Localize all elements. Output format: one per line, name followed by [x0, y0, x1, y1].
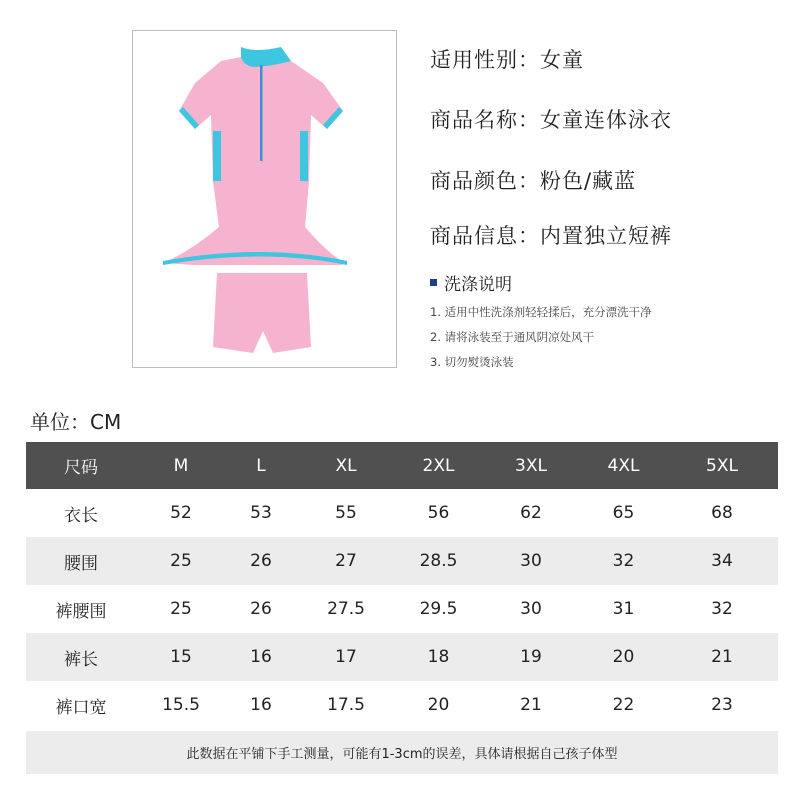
table-cell: 21 [481, 681, 581, 730]
product-photo-frame [132, 30, 397, 368]
table-cell: 68 [666, 489, 778, 537]
info-row-gender [430, 44, 584, 74]
table-cell: 15.5 [136, 681, 226, 730]
info-value: 女童 [540, 48, 584, 72]
table-cell: 20 [581, 633, 666, 681]
table-cell: 27 [296, 537, 396, 585]
wash-item: 2. 请将泳装至于通风阴凉处风干 [430, 330, 595, 344]
wash-instructions [430, 270, 652, 370]
wash-item: 3. 切勿熨烫泳装 [430, 355, 514, 369]
table-cell: 65 [581, 489, 666, 537]
table-cell: 21 [666, 633, 778, 681]
table-cell: 17 [296, 633, 396, 681]
table-row [26, 633, 778, 681]
row-label: 裤腰围 [26, 585, 136, 633]
header-cell: L [226, 442, 296, 489]
row-label: 裤长 [26, 633, 136, 681]
table-cell: 26 [226, 585, 296, 633]
wash-title-text: 洗涤说明 [444, 275, 512, 295]
table-cell: 53 [226, 489, 296, 537]
left-side-panel [213, 131, 221, 181]
table-row [26, 489, 778, 537]
table-cell: 22 [581, 681, 666, 730]
table-cell: 62 [481, 489, 581, 537]
table-cell: 16 [226, 633, 296, 681]
table-cell: 32 [581, 537, 666, 585]
header-cell: XL [296, 442, 396, 489]
table-cell: 55 [296, 489, 396, 537]
measurement-note: 此数据在平铺下手工测量，可能有1-3cm的误差，具体请根据自己孩子体型 [26, 730, 778, 774]
swimsuit-dress [163, 57, 347, 265]
info-value: 粉色/藏蓝 [540, 169, 637, 193]
row-label: 衣长 [26, 489, 136, 537]
table-cell: 31 [581, 585, 666, 633]
swimsuit-shorts [213, 273, 311, 353]
table-cell: 16 [226, 681, 296, 730]
table-cell: 30 [481, 537, 581, 585]
table-cell: 34 [666, 537, 778, 585]
table-cell: 27.5 [296, 585, 396, 633]
header-cell: 5XL [666, 442, 778, 489]
row-label: 裤口宽 [26, 681, 136, 730]
table-row [26, 537, 778, 585]
table-cell: 28.5 [396, 537, 481, 585]
table-cell: 23 [666, 681, 778, 730]
info-label: 适用性别： [430, 48, 540, 72]
info-label: 商品颜色： [430, 169, 540, 193]
table-cell: 32 [666, 585, 778, 633]
wash-title [430, 270, 652, 295]
table-cell: 26 [226, 537, 296, 585]
wash-item: 1. 适用中性洗涤剂轻轻揉后，充分漂洗干净 [430, 305, 652, 319]
bullet-square-icon [430, 279, 437, 286]
table-note-row [26, 730, 778, 774]
header-cell: M [136, 442, 226, 489]
row-label: 腰围 [26, 537, 136, 585]
wash-list [430, 304, 652, 370]
table-cell: 30 [481, 585, 581, 633]
table-cell: 25 [136, 537, 226, 585]
zipper [260, 65, 263, 161]
table-cell: 29.5 [396, 585, 481, 633]
info-row-color [430, 165, 636, 195]
right-side-panel [300, 131, 308, 181]
table-cell: 25 [136, 585, 226, 633]
table-cell: 19 [481, 633, 581, 681]
header-cell: 尺码 [26, 442, 136, 489]
header-cell: 2XL [396, 442, 481, 489]
table-cell: 15 [136, 633, 226, 681]
table-cell: 56 [396, 489, 481, 537]
header-cell: 3XL [481, 442, 581, 489]
size-chart-table [26, 442, 778, 774]
table-cell: 20 [396, 681, 481, 730]
header-cell: 4XL [581, 442, 666, 489]
table-cell: 52 [136, 489, 226, 537]
info-row-name [430, 104, 672, 134]
info-label: 商品信息： [430, 224, 540, 248]
unit-label: 单位：CM [30, 410, 122, 434]
table-row [26, 585, 778, 633]
info-label: 商品名称： [430, 108, 540, 132]
info-value: 女童连体泳衣 [540, 108, 672, 132]
info-row-details [430, 220, 672, 250]
table-cell: 17.5 [296, 681, 396, 730]
swimsuit-illustration [133, 31, 396, 367]
info-value: 内置独立短裤 [540, 224, 672, 248]
table-cell: 18 [396, 633, 481, 681]
table-header-row [26, 442, 778, 489]
table-row [26, 681, 778, 730]
